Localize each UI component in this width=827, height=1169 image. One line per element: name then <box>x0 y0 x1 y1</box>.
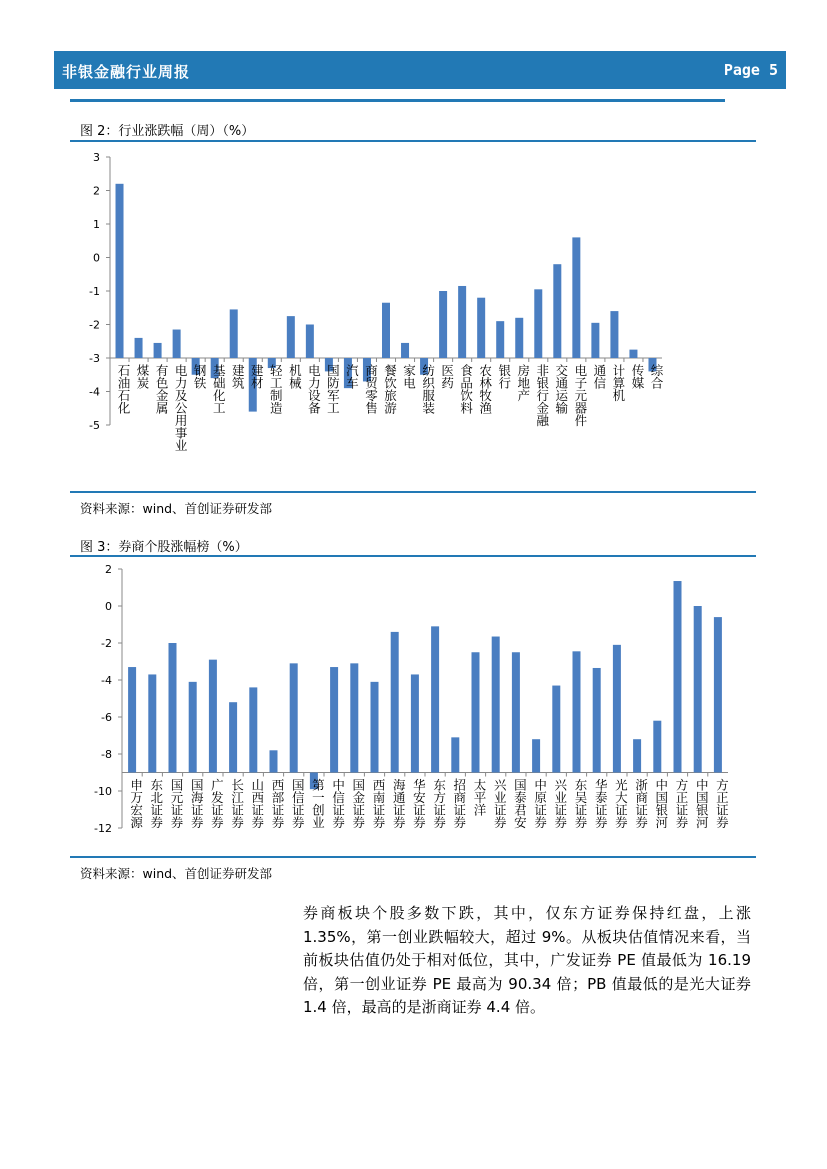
bar-7 <box>230 309 238 358</box>
category-label: 华安证券 <box>411 778 427 829</box>
broker-stock-chart <box>70 560 756 855</box>
bar-27 <box>653 721 661 773</box>
figure3-caption: 图 3：券商个股涨幅榜（%） <box>80 540 248 555</box>
category-label: 机械 <box>287 364 303 389</box>
category-label: 中原证券 <box>532 778 548 829</box>
y-tick-label: -1 <box>89 285 100 298</box>
category-label: 计算机 <box>610 364 626 402</box>
category-label: 海通证券 <box>391 778 407 829</box>
category-label: 东吴证券 <box>573 778 588 829</box>
category-label: 申万宏源 <box>128 778 144 829</box>
bar-4 <box>189 682 197 773</box>
bar-1 <box>128 667 136 772</box>
y-tick-label: 1 <box>93 218 100 231</box>
category-label: 国信证券 <box>290 778 306 829</box>
y-tick-label: 0 <box>93 251 100 265</box>
bar-26 <box>633 739 641 772</box>
bar-13 <box>371 682 379 773</box>
bar-16 <box>431 626 439 772</box>
category-label: 建材 <box>249 364 265 389</box>
category-label: 招商证券 <box>451 778 467 829</box>
bar-11 <box>330 667 338 772</box>
category-label: 医药 <box>439 364 455 389</box>
bar-18 <box>472 652 480 772</box>
bar-3 <box>154 343 162 358</box>
bar-22 <box>552 686 560 773</box>
industry-change-chart <box>70 145 756 490</box>
bar-24 <box>593 668 601 773</box>
bar-5 <box>209 660 217 773</box>
category-label: 食品饮料 <box>458 364 474 414</box>
category-label: 国金证券 <box>350 778 366 829</box>
commentary-paragraph: 券商板块个股多数下跌，其中，仅东方证券保持红盘，上涨1.35%，第一创业跌幅较大，超过 9%。从板块估值情况来看，当前板块估值仍处于相对低位，其中，广发证券 PE 值最低为 16.19 倍，第一创业证券 PE 最高为 90.34 倍；PB 值最低的是光大证券 1.4 倍，最高的是浙商证券 4.4 倍。 <box>303 904 751 1016</box>
bar-21 <box>496 321 504 358</box>
bar-26 <box>591 323 599 358</box>
bar-19 <box>458 286 466 358</box>
category-label: 通信 <box>591 364 607 389</box>
category-label: 建筑 <box>230 364 246 389</box>
figure2-top-rule <box>70 140 756 142</box>
bar-2 <box>148 674 156 772</box>
bar-7 <box>249 687 257 772</box>
category-label: 东北证券 <box>148 778 164 829</box>
y-tick-label: -4 <box>101 674 112 687</box>
category-label: 非银行金融 <box>534 364 550 427</box>
bar-29 <box>694 606 702 773</box>
bar-27 <box>610 311 618 358</box>
category-label: 综合 <box>648 364 664 389</box>
page-number: Page 5 <box>723 61 778 79</box>
bar-14 <box>391 632 399 773</box>
figure2-source: 资料来源：wind、首创证券研发部 <box>80 501 273 516</box>
category-label: 石油石化 <box>116 364 132 414</box>
category-label: 西南证券 <box>371 778 386 829</box>
y-tick-label: -5 <box>89 419 100 432</box>
category-label: 商贸零售 <box>363 364 379 414</box>
category-label: 广发证券 <box>209 778 225 829</box>
category-label: 纺织服装 <box>420 364 436 414</box>
bar-28 <box>629 350 637 358</box>
bar-11 <box>306 325 314 359</box>
y-tick-label: 0 <box>105 600 112 613</box>
y-tick-label: -3 <box>89 352 100 365</box>
y-tick-label: -12 <box>94 822 112 835</box>
y-tick-label: -2 <box>89 318 100 332</box>
y-tick-label: -4 <box>89 385 100 399</box>
category-label: 第一创业 <box>310 778 326 829</box>
bar-17 <box>451 737 459 772</box>
header-divider <box>70 99 725 102</box>
figure2-caption: 图 2：行业涨跌幅（周）（%） <box>80 124 255 139</box>
category-label: 传媒 <box>629 364 645 389</box>
category-label: 兴业证券 <box>492 778 508 829</box>
category-label: 国防军工 <box>325 364 341 414</box>
bar-22 <box>515 318 523 358</box>
category-label: 轻工制造 <box>268 364 284 414</box>
bar-10 <box>287 316 295 358</box>
bar-19 <box>492 637 500 773</box>
y-tick-label: 2 <box>105 563 112 576</box>
bar-6 <box>229 702 237 772</box>
y-tick-label: -10 <box>94 785 112 798</box>
bar-1 <box>116 184 124 358</box>
bar-25 <box>613 645 621 773</box>
category-label: 中国银河 <box>694 778 710 829</box>
category-label: 房地产 <box>515 364 531 402</box>
category-label: 中信证券 <box>330 778 346 829</box>
bar-23 <box>573 651 581 772</box>
category-label: 华泰证券 <box>593 778 609 829</box>
category-label: 家电 <box>401 364 417 389</box>
category-label: 国泰君安 <box>512 778 528 829</box>
bar-15 <box>411 674 419 772</box>
bar-21 <box>532 739 540 772</box>
y-tick-label: -8 <box>101 748 112 761</box>
category-label: 长江证券 <box>229 778 245 829</box>
category-label: 电子元器件 <box>572 364 588 427</box>
category-label: 基础化工 <box>211 364 227 414</box>
category-label: 东方证券 <box>431 778 447 829</box>
bar-4 <box>173 330 181 358</box>
bar-28 <box>674 581 682 772</box>
category-label: 西部证券 <box>270 778 285 829</box>
bar-30 <box>714 617 722 772</box>
bar-12 <box>350 663 358 772</box>
bar-3 <box>169 643 177 773</box>
bar-20 <box>512 652 520 772</box>
bar-25 <box>572 237 580 358</box>
category-label: 中国银河 <box>653 778 669 829</box>
category-label: 国元证券 <box>169 778 184 829</box>
bar-16 <box>401 343 409 358</box>
bar-18 <box>439 291 447 358</box>
figure3-top-rule <box>70 555 756 557</box>
category-label: 餐饮旅游 <box>382 364 398 414</box>
category-label: 钢铁 <box>192 364 208 389</box>
bar-20 <box>477 298 485 358</box>
category-label: 国海证券 <box>189 778 205 829</box>
category-label: 光大证券 <box>613 778 629 829</box>
y-tick-label: -2 <box>101 637 112 650</box>
bar-23 <box>534 289 542 358</box>
category-label: 有色金属 <box>154 364 170 414</box>
category-label: 兴业证券 <box>552 778 568 829</box>
figure2-bottom-rule <box>70 491 756 493</box>
category-label: 电力及公用事业 <box>173 364 189 452</box>
category-label: 方正证券 <box>714 778 730 829</box>
category-label: 汽车 <box>344 364 360 389</box>
category-label: 太平洋 <box>472 778 487 816</box>
category-label: 电力设备 <box>306 364 322 414</box>
category-label: 煤炭 <box>135 364 151 389</box>
commentary-text <box>303 902 751 1020</box>
figure3-source: 资料来源：wind、首创证券研发部 <box>80 866 273 881</box>
bar-15 <box>382 303 390 358</box>
y-tick-label: 3 <box>93 151 100 164</box>
page-header <box>54 51 786 89</box>
category-label: 银行 <box>496 364 512 389</box>
bar-9 <box>290 663 298 772</box>
category-label: 交通运输 <box>553 364 569 414</box>
bar-8 <box>270 750 278 772</box>
y-tick-label: 2 <box>93 184 100 198</box>
category-label: 方正证券 <box>674 778 689 829</box>
report-title: 非银金融行业周报 <box>62 63 191 81</box>
bar-2 <box>135 338 143 358</box>
bar-24 <box>553 264 561 358</box>
figure3-bottom-rule <box>70 856 756 858</box>
category-label: 农林牧渔 <box>477 364 493 414</box>
category-label: 浙商证券 <box>633 778 649 829</box>
category-label: 山西证券 <box>249 778 265 829</box>
y-tick-label: -6 <box>101 711 112 724</box>
